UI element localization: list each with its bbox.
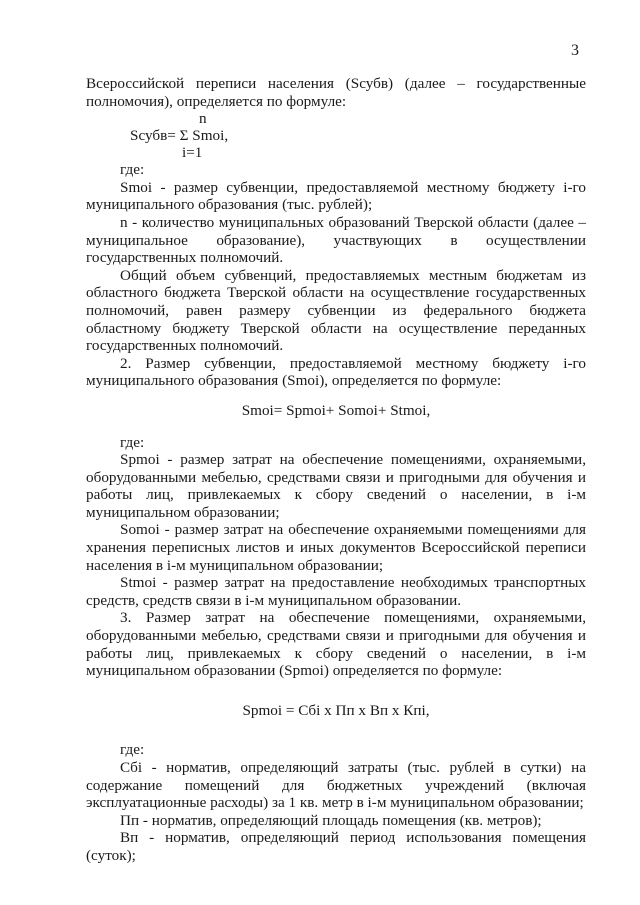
formula-smoi: Smoi= Spmoi+ Somoi+ Stmoi, bbox=[241, 401, 431, 419]
clause-3-paragraph: 3. Размер затрат на обеспечение помещениями, охраняемыми, оборудованными мебелью, средствами связи и пригодными для обучения и работы лиц, привлекаемых к сбору сведений о населении, в i-м муниципальном образовании (Spmoi) определяется по формуле: bbox=[86, 609, 586, 680]
document-body bbox=[86, 75, 586, 865]
definition-smoi: Smoi - размер субвенции, предоставляемой местному бюджету i-го муниципального образования (тыс. рублей); bbox=[86, 178, 586, 214]
sum-formula bbox=[86, 110, 586, 161]
definition-pp: Пп - норматив, определяющий площадь помещения (кв. метров); bbox=[120, 811, 542, 829]
definition-n: n - количество муниципальных образований Тверской области (далее – муниципальное образование), участвующих в осуществлении государственных полномочий. bbox=[86, 213, 586, 267]
sum-expression: Sсубв= Σ Smoi, bbox=[130, 127, 229, 145]
page-number: 3 bbox=[571, 42, 579, 59]
where-label: где: bbox=[120, 741, 145, 759]
total-volume-paragraph: Общий объем субвенций, предоставляемых местным бюджетам из областного бюджета Тверской области на осуществление государственных полномочий, равен размеру субвенции из федерального бюджета областному бюджету Тверской области на осуществление переданных государственных полномочий. bbox=[86, 266, 586, 355]
where-label: где: bbox=[120, 161, 145, 179]
clause-2-paragraph: 2. Размер субвенции, предоставляемой местному бюджету i-го муниципального образования (Smoi), определяется по формуле: bbox=[86, 354, 586, 390]
definition-somoi: Somoi - размер затрат на обеспечение охраняемыми помещениями для хранения переписных листов и иных документов Всероссийской переписи населения в i-м муниципальном образовании; bbox=[86, 521, 586, 574]
where-label: где: bbox=[120, 433, 145, 451]
sum-lower-limit: i=1 bbox=[182, 144, 203, 162]
intro-paragraph: Всероссийской переписи населения (Sсубв) (далее – государственные полномочия), определяется по формуле: bbox=[86, 75, 586, 110]
formula-spmoi: Spmoi = Cбi x Пп x Вп x Кпi, bbox=[242, 701, 430, 719]
definition-vp: Вп - норматив, определяющий период использования помещения (суток); bbox=[86, 829, 586, 864]
definition-cbi: Cбi - норматив, определяющий затраты (тыс. рублей в сутки) на содержание помещений для бюджетных учреждений (включая эксплуатационные расходы) за 1 кв. метр в i-м муниципальном образовании; bbox=[86, 759, 586, 812]
sum-upper-limit: n bbox=[199, 110, 207, 128]
definition-stmoi: Stmoi - размер затрат на предоставление необходимых транспортных средств, средств связи в i-м муниципальном образовании. bbox=[86, 574, 586, 609]
definition-spmoi: Spmoi - размер затрат на обеспечение помещениями, охраняемыми, оборудованными мебелью, средствами связи и пригодными для обучения и работы лиц, привлекаемых к сбору сведений о населении, в i-м муниципальном образовании; bbox=[86, 451, 586, 521]
